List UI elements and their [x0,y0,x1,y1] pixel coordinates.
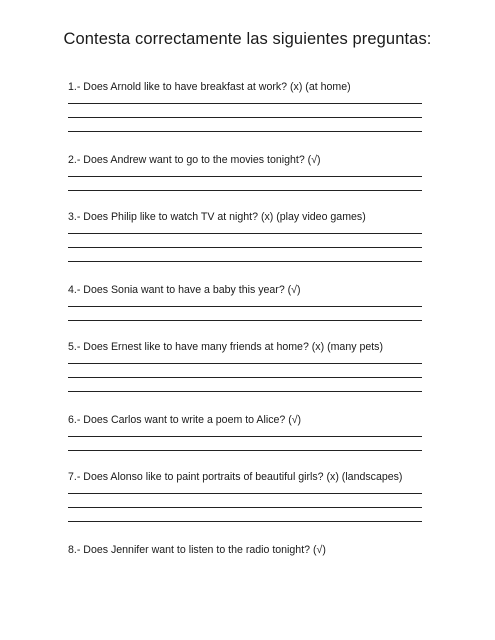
answer-line[interactable] [68,450,422,451]
answer-line[interactable] [68,306,422,307]
answer-line[interactable] [68,261,422,262]
page-title: Contesta correctamente las siguientes preguntas: [63,30,432,48]
answer-line[interactable] [68,363,422,364]
question-text: 5.- Does Ernest like to have many friends at home? (x) (many pets) [68,341,383,353]
question-6 [68,414,424,451]
answer-line[interactable] [68,320,422,321]
question-4 [68,284,424,321]
answer-line[interactable] [68,377,422,378]
answer-line[interactable] [68,176,422,177]
answer-line[interactable] [68,507,422,508]
question-5 [68,341,424,392]
question-8 [68,544,424,557]
answer-line[interactable] [68,436,422,437]
answer-line[interactable] [68,190,422,191]
answer-line[interactable] [68,233,422,234]
answer-line[interactable] [68,103,422,104]
answer-line[interactable] [68,521,422,522]
answer-line[interactable] [68,493,422,494]
question-1 [68,81,424,132]
question-text: 4.- Does Sonia want to have a baby this year? (√) [68,284,301,296]
answer-line[interactable] [68,391,422,392]
question-3 [68,211,424,262]
answer-line[interactable] [68,247,422,248]
answer-line[interactable] [68,131,422,132]
question-text: 2.- Does Andrew want to go to the movies tonight? (√) [68,154,321,166]
question-2 [68,154,424,191]
answer-line[interactable] [68,117,422,118]
question-text: 6.- Does Carlos want to write a poem to Alice? (√) [68,414,302,426]
question-text: 7.- Does Alonso like to paint portraits of beautiful girls? (x) (landscapes) [68,471,403,483]
question-text: 1.- Does Arnold like to have breakfast at work? (x) (at home) [68,81,351,93]
question-text: 3.- Does Philip like to watch TV at night? (x) (play video games) [68,211,366,223]
question-7 [68,471,424,522]
question-text: 8.- Does Jennifer want to listen to the radio tonight? (√) [68,544,326,556]
